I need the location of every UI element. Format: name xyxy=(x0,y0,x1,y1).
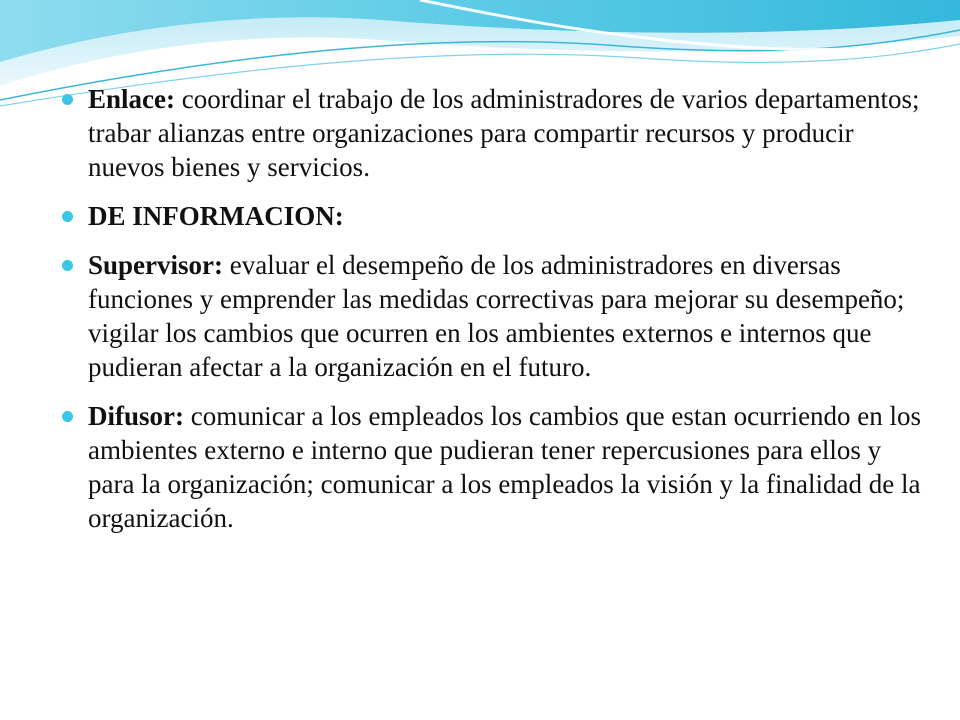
item-term: Supervisor: xyxy=(88,250,223,280)
bullet-icon xyxy=(62,94,73,105)
list-item-supervisor xyxy=(62,248,922,384)
item-term: Difusor: xyxy=(88,401,184,431)
item-text: comunicar a los empleados los cambios que estan ocurriendo en los ambientes externo e interno que pudieran tener repercusiones para ellos y para la organización; comunicar a los empleados la visión y la finalidad de la organización. xyxy=(88,401,922,533)
item-term: DE INFORMACION: xyxy=(88,201,344,231)
bullet-icon xyxy=(62,260,73,271)
bullet-icon xyxy=(62,411,73,422)
item-text: evaluar el desempeño de los administradores en diversas funciones y emprender las medidas correctivas para mejorar su desempeño; vigilar los cambios que ocurren en los ambientes externos e internos que pudieran afectar a la organización en el futuro. xyxy=(88,250,905,382)
bullet-icon xyxy=(62,211,73,222)
list-item-de-informacion xyxy=(62,199,922,233)
list-item-difusor xyxy=(62,399,922,535)
slide-body xyxy=(62,82,922,550)
item-term: Enlace: xyxy=(88,84,175,114)
item-text: coordinar el trabajo de los administradores de varios departamentos; trabar alianzas entre organizaciones para compartir recursos y producir nuevos bienes y servicios. xyxy=(88,84,920,182)
list-item-enlace xyxy=(62,82,922,184)
